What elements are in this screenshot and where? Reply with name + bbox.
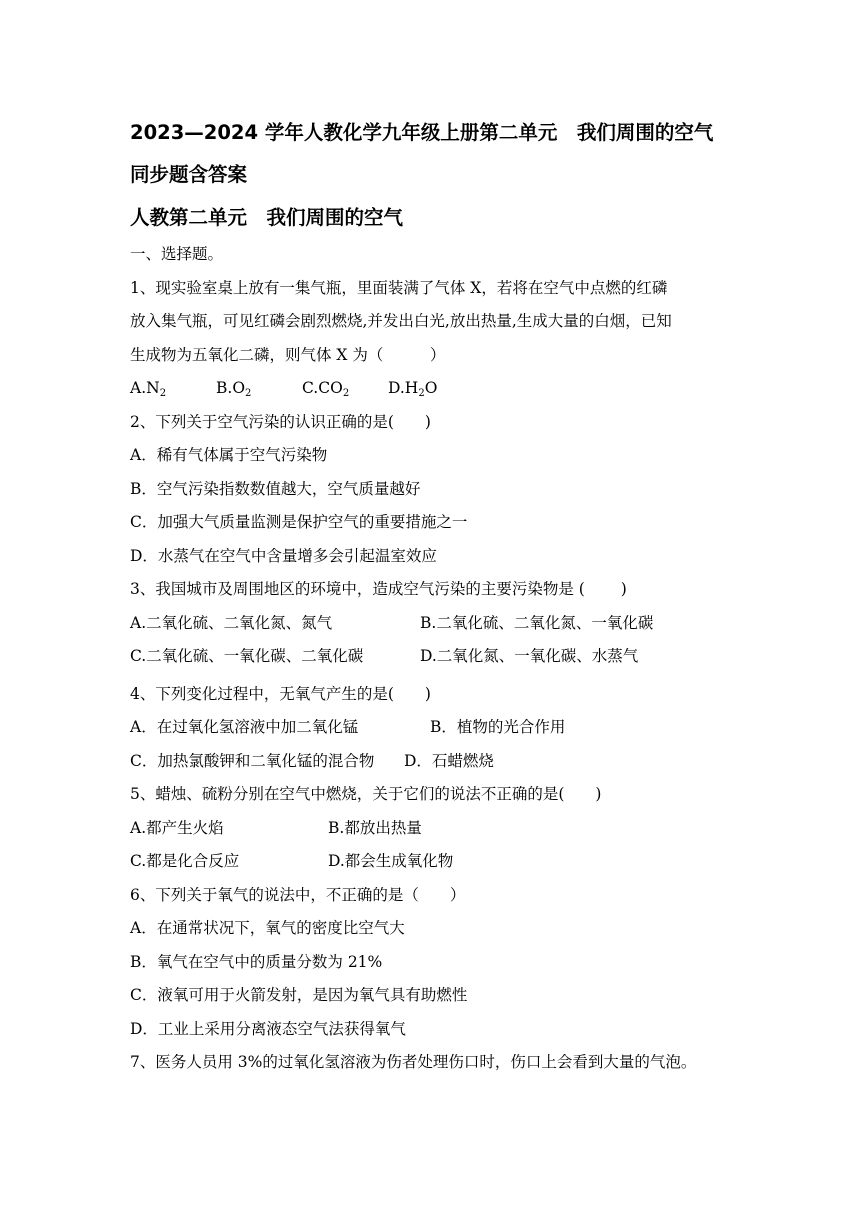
question-6-stem: 6、下列关于氧气的说法中，不正确的是（ ） bbox=[130, 885, 466, 904]
question-5-stem: 5、蜡烛、硫粉分别在空气中燃烧，关于它们的说法不正确的是( ) bbox=[130, 785, 602, 803]
option-a: A.二氧化硫、二氧化氮、氮气 bbox=[130, 613, 333, 632]
option-a: A．稀有气体属于空气污染物 bbox=[130, 446, 328, 464]
option-d: D.都会生成氧化物 bbox=[328, 852, 454, 870]
document-title-line-2: 同步题含答案 bbox=[130, 163, 248, 186]
section-heading: 一、选择题。 bbox=[130, 245, 224, 263]
option-a: A．在过氧化氢溶液中加二氧化锰 bbox=[130, 718, 359, 736]
option-b: B．空气污染指数数值越大，空气质量越好 bbox=[130, 479, 421, 498]
option-d: D．石蜡燃烧 bbox=[404, 751, 494, 770]
option-a: A.都产生火焰 bbox=[130, 818, 224, 837]
option-c: C．加热氯酸钾和二氧化锰的混合物 bbox=[130, 751, 375, 770]
option-c: C.都是化合反应 bbox=[130, 852, 240, 870]
question-6 bbox=[130, 879, 742, 1047]
question-1-stem-line: 放入集气瓶，可见红磷会剧烈燃烧,并发出白光,放出热量,生成大量的白烟，已知 bbox=[130, 312, 672, 330]
option-b: B.都放出热量 bbox=[328, 818, 422, 837]
question-1-stem-line: 1、现实验室桌上放有一集气瓶，里面装满了气体 X，若将在空气中点燃的红磷 bbox=[130, 278, 668, 297]
question-2-stem: 2、下列关于空气污染的认识正确的是( ) bbox=[130, 412, 431, 431]
question-4-options-row bbox=[130, 711, 742, 745]
document-page bbox=[130, 112, 742, 1080]
document-title-line-1: 2023—2024 学年人教化学九年级上册第二单元 我们周围的空气 bbox=[130, 121, 714, 144]
option-b: B．氧气在空气中的质量分数为 21% bbox=[130, 952, 383, 971]
question-1-stem-line: 生成物为五氧化二磷，则气体 X 为（ ） bbox=[130, 345, 446, 364]
option-b: B．植物的光合作用 bbox=[430, 718, 566, 736]
unit-subtitle: 人教第二单元 我们周围的空气 bbox=[130, 206, 404, 229]
option-d: $D.H_2O$ bbox=[388, 379, 438, 399]
option-b: B.二氧化硫、二氧化氮、一氧化碳 bbox=[420, 613, 654, 632]
option-d: D.二氧化氮、一氧化碳、水蒸气 bbox=[420, 647, 639, 665]
option-d: D．工业上采用分离液态空气法获得氧气 bbox=[130, 1019, 406, 1038]
option-c: C．液氧可用于火箭发射，是因为氧气具有助燃性 bbox=[130, 986, 468, 1004]
question-3-options-row bbox=[130, 607, 742, 641]
option-a: $A.N_2$ bbox=[130, 379, 167, 399]
question-4 bbox=[130, 678, 742, 779]
question-4-options-row bbox=[130, 745, 742, 779]
option-c: C．加强大气质量监测是保护空气的重要措施之一 bbox=[130, 513, 468, 531]
option-d: D．水蒸气在空气中含量增多会引起温室效应 bbox=[130, 546, 437, 565]
option-b: $B.O_2$ bbox=[216, 379, 252, 399]
question-1-options bbox=[130, 372, 742, 406]
question-7 bbox=[130, 1046, 742, 1080]
question-2 bbox=[130, 406, 742, 574]
question-4-stem: 4、下列变化过程中，无氧气产生的是( ) bbox=[130, 684, 431, 703]
option-c: C.二氧化硫、一氧化碳、二氧化碳 bbox=[130, 647, 364, 665]
question-5-options-row bbox=[130, 845, 742, 879]
option-a: A．在通常状况下，氧气的密度比空气大 bbox=[130, 919, 405, 937]
question-5 bbox=[130, 778, 742, 879]
question-5-options-row bbox=[130, 812, 742, 846]
question-3-stem: 3、我国城市及周围地区的环境中，造成空气污染的主要污染物是 ( ) bbox=[130, 580, 627, 598]
option-c: $C.CO_2$ bbox=[302, 379, 350, 399]
question-3 bbox=[130, 573, 742, 674]
question-3-options-row bbox=[130, 640, 742, 674]
question-7-stem: 7、医务人员用 3%的过氧化氢溶液为伤者处理伤口时，伤口上会看到大量的气泡。 bbox=[130, 1053, 697, 1071]
question-1 bbox=[130, 272, 742, 406]
